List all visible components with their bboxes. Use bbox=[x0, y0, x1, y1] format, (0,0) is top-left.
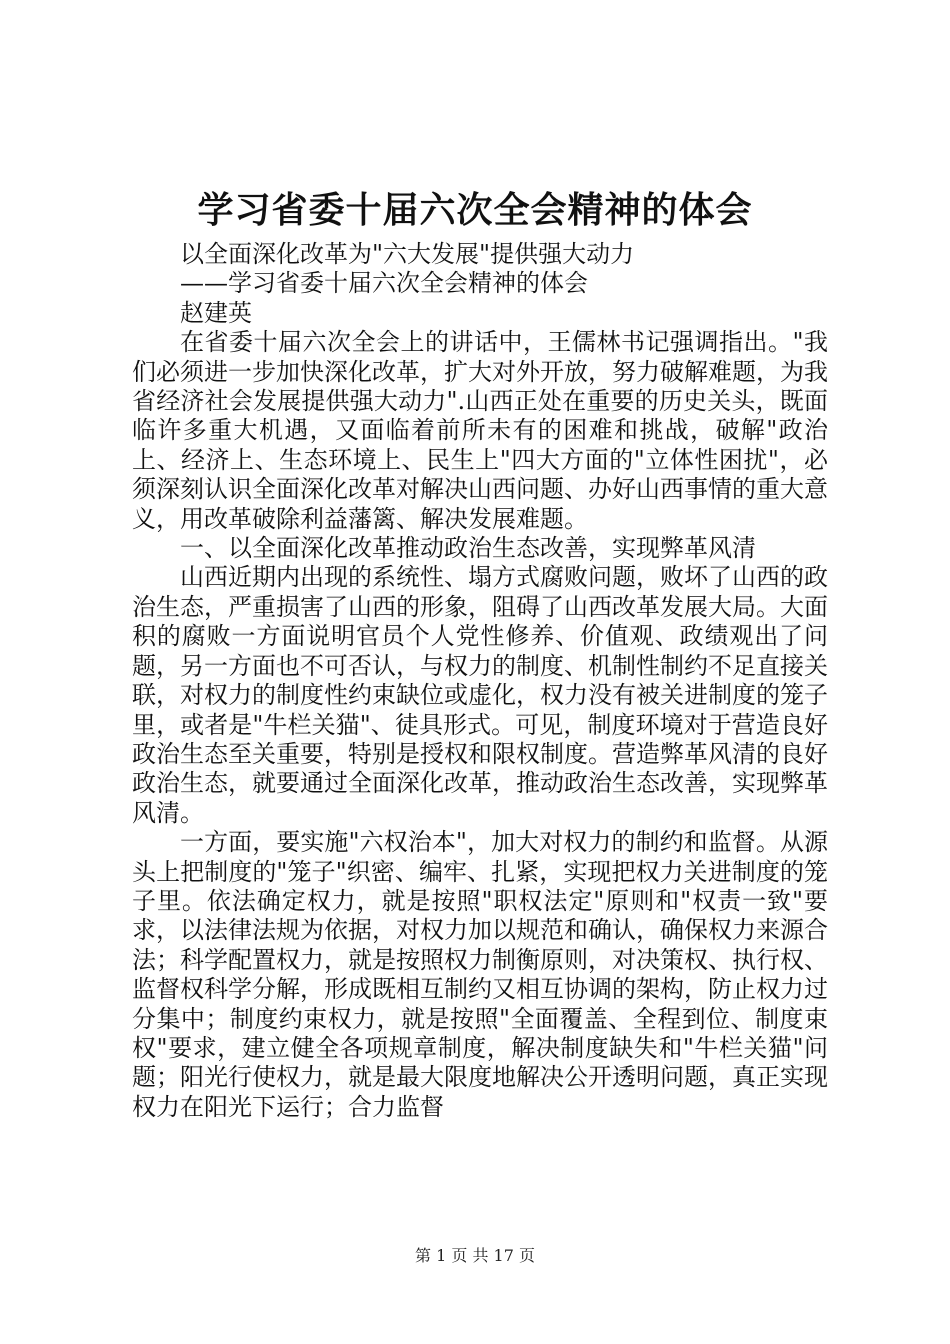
document-body bbox=[132, 240, 828, 1122]
document-title: 学习省委十届六次全会精神的体会 bbox=[197, 189, 753, 231]
section-heading: 一、以全面深化改革推动政治生态改善，实现弊革风清 bbox=[180, 534, 756, 563]
author: 赵建英 bbox=[180, 298, 252, 327]
page-footer: 第 1 页 共 17 页 bbox=[415, 1246, 535, 1265]
paragraph: 在省委十届六次全会上的讲话中，王儒林书记强调指出。"我们必须进一步加快深化改革，扩大对外开放，努力破解难题，为我省经济社会发展提供强大动力".山西正处在重要的历史关头，既面临许多重大机遇，又面临着前所未有的困难和挑战，破解"政治上、经济上、生态环境上、民生上"四大方面的"立体性困扰"，必须深刻认识全面深化改革对解决山西问题、办好山西事情的重大意义，用改革破除利益藩篱、解决发展难题。 bbox=[132, 328, 828, 533]
subtitle: 以全面深化改革为"六大发展"提供强大动力 bbox=[180, 240, 635, 268]
subtitle-secondary: ——学习省委十届六次全会精神的体会 bbox=[180, 269, 588, 298]
paragraph: 山西近期内出现的系统性、塌方式腐败问题，败坏了山西的政治生态，严重损害了山西的形象，阻碍了山西改革发展大局。大面积的腐败一方面说明官员个人党性修养、价值观、政绩观出了问题，另一方面也不可否认，与权力的制度、机制性制约不足直接关联，对权力的制度性约束缺位或虚化，权力没有被关进制度的笼子里，或者是"牛栏关猫"、徒具形式。可见，制度环境对于营造良好政治生态至关重要，特别是授权和限权制度。营造弊革风清的良好政治生态，就要通过全面深化改革，推动政治生态改善，实现弊革风清。 bbox=[132, 563, 828, 827]
paragraph: 一方面，要实施"六权治本"，加大对权力的制约和监督。从源头上把制度的"笼子"织密、编牢、扎紧，实现把权力关进制度的笼子里。依法确定权力，就是按照"职权法定"原则和"权责一致"要求，以法律法规为依据，对权力加以规范和确认，确保权力来源合法；科学配置权力，就是按照权力制衡原则，对决策权、执行权、监督权科学分解，形成既相互制约又相互协调的架构，防止权力过分集中；制度约束权力，就是按照"全面覆盖、全程到位、制度束权"要求，建立健全各项规章制度，解决制度缺失和"牛栏关猫"问题；阳光行使权力，就是最大限度地解决公开透明问题，真正实现权力在阳光下运行；合力监督 bbox=[132, 828, 828, 1121]
